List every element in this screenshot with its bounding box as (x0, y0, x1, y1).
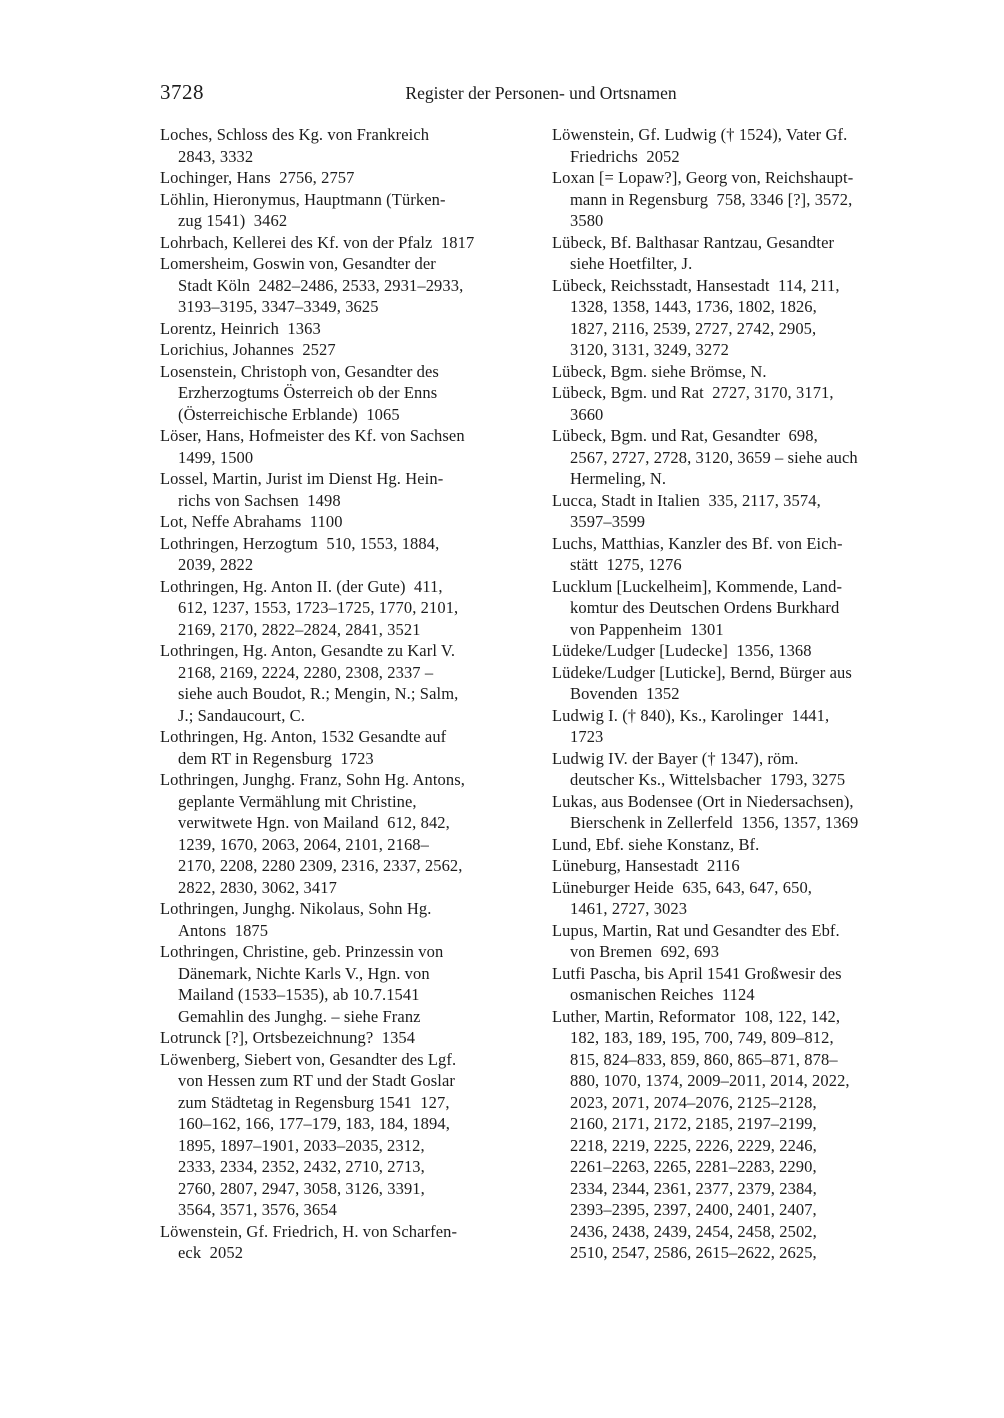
entry-line-continuation: 3564, 3571, 3576, 3654 (178, 1200, 337, 1219)
entry-line-first: Lupus, Martin, Rat und Gesandter des Ebf. (552, 920, 840, 940)
entry-line-continuation: 2160, 2171, 2172, 2185, 2197–2199, (570, 1114, 817, 1133)
entry-line-first: Lorichius, Johannes 2527 (160, 340, 336, 359)
index-entry (552, 855, 926, 877)
entry-line-continuation: 2170, 2208, 2280 2309, 2316, 2337, 2562, (178, 856, 463, 875)
index-entry (552, 124, 926, 167)
entry-line-first: Lomersheim, Goswin von, Gesandter der (160, 254, 436, 273)
entry-line-continuation: 1328, 1358, 1443, 1736, 1802, 1826, (570, 297, 817, 316)
index-entry (160, 425, 534, 468)
entry-line-continuation: Hermeling, N. (570, 469, 667, 488)
entry-line-continuation: 2567, 2727, 2728, 3120, 3659 – siehe auch (570, 447, 858, 467)
index-entry (160, 318, 534, 340)
index-entry (552, 877, 926, 920)
entry-line-continuation: Bierschenk in Zellerfeld 1356, 1357, 1369 (570, 813, 859, 832)
entry-line-continuation: Mailand (1533–1535), ab 10.7.1541 (178, 985, 420, 1004)
entry-line-continuation: J.; Sandaucourt, C. (178, 705, 306, 725)
entry-line-first: Ludwig IV. der Bayer († 1347), röm. (552, 748, 799, 768)
entry-line-continuation: 2023, 2071, 2074–2076, 2125–2128, (570, 1092, 817, 1112)
entry-line-first: Loxan [= Lopaw?], Georg von, Reichshaupt- (552, 168, 854, 187)
entry-line-continuation: 2333, 2334, 2352, 2432, 2710, 2713, (178, 1157, 425, 1176)
index-entry (160, 1027, 534, 1049)
index-entry (552, 425, 926, 490)
entry-line-continuation: 160–162, 166, 177–179, 183, 184, 1894, (178, 1114, 450, 1133)
index-entry (552, 576, 926, 641)
index-entry (160, 339, 534, 361)
index-entry (160, 361, 534, 426)
entry-line-continuation: von Hessen zum RT und der Stadt Goslar (178, 1071, 456, 1090)
index-entry (160, 468, 534, 511)
entry-line-continuation: dem RT in Regensburg 1723 (178, 748, 374, 768)
entry-line-first: Lübeck, Reichsstadt, Hansestadt 114, 211, (552, 275, 840, 295)
entry-line-continuation: 2843, 3332 (178, 146, 254, 166)
index-entry (552, 920, 926, 963)
entry-line-continuation: zug 1541) 3462 (178, 211, 288, 230)
entry-line-continuation: 815, 824–833, 859, 860, 865–871, 878– (570, 1049, 838, 1069)
entry-line-continuation: 1827, 2116, 2539, 2727, 2742, 2905, (570, 318, 817, 338)
index-columns (160, 124, 926, 1264)
entry-line-continuation: 2334, 2344, 2361, 2377, 2379, 2384, (570, 1178, 817, 1198)
index-entry (552, 490, 926, 533)
entry-line-continuation: eck 2052 (178, 1243, 244, 1262)
entry-line-first: Lochinger, Hans 2756, 2757 (160, 168, 355, 187)
index-entry (552, 361, 926, 383)
entry-line-first: Lothringen, Hg. Anton, 1532 Gesandte auf (160, 727, 447, 746)
index-entry (160, 511, 534, 533)
index-entry (160, 253, 534, 318)
entry-line-continuation: 880, 1070, 1374, 2009–2011, 2014, 2022, (570, 1071, 850, 1090)
index-entry (160, 167, 534, 189)
entry-line-continuation: 3120, 3131, 3249, 3272 (570, 340, 729, 359)
entry-line-continuation: 2039, 2822 (178, 555, 254, 574)
entry-line-first: Lohrbach, Kellerei des Kf. von der Pfalz 1817 (160, 232, 475, 252)
index-entry (160, 941, 534, 1027)
entry-line-continuation: 612, 1237, 1553, 1723–1725, 1770, 2101, (178, 598, 459, 617)
running-header-title: Register der Personen- und Ortsnamen (405, 83, 677, 103)
entry-line-continuation: 3660 (570, 404, 604, 424)
index-entry (552, 382, 926, 425)
entry-line-first: Lutfi Pascha, bis April 1541 Großwesir des (552, 963, 842, 983)
entry-line-continuation: von Pappenheim 1301 (570, 619, 724, 639)
index-entry (552, 533, 926, 576)
entry-line-continuation: 2218, 2219, 2225, 2226, 2229, 2246, (570, 1135, 817, 1155)
index-entry (552, 748, 926, 791)
entry-line-continuation: mann in Regensburg 758, 3346 [?], 3572, (570, 189, 853, 209)
entry-line-continuation: Dänemark, Nichte Karls V., Hgn. von (178, 963, 430, 983)
page-header (160, 80, 922, 108)
entry-line-continuation: 2436, 2438, 2439, 2454, 2458, 2502, (570, 1221, 817, 1241)
index-entry (552, 167, 926, 232)
entry-line-continuation: stätt 1275, 1276 (570, 555, 682, 574)
entry-line-first: Lucca, Stadt in Italien 335, 2117, 3574, (552, 490, 821, 510)
entry-line-continuation: Antons 1875 (178, 920, 269, 940)
entry-line-continuation: 1239, 1670, 2063, 2064, 2101, 2168– (178, 834, 429, 854)
index-entry (160, 533, 534, 576)
index-entry (160, 640, 534, 726)
index-entry (552, 275, 926, 361)
entry-line-continuation: 2169, 2170, 2822–2824, 2841, 3521 (178, 619, 421, 639)
entry-line-first: Löwenberg, Siebert von, Gesandter des Lgf. (160, 1049, 457, 1069)
entry-line-first: Lothringen, Hg. Anton, Gesandte zu Karl V. (160, 641, 456, 660)
right-column (552, 124, 926, 1264)
entry-line-continuation: 2393–2395, 2397, 2400, 2401, 2407, (570, 1200, 817, 1219)
entry-line-continuation: siehe auch Boudot, R.; Mengin, N.; Salm, (178, 684, 459, 703)
entry-line-continuation: 2510, 2547, 2586, 2615–2622, 2625, (570, 1243, 817, 1262)
entry-line-first: Lüdeke/Ludger [Ludecke] 1356, 1368 (552, 641, 812, 660)
entry-line-first: Lot, Neffe Abrahams 1100 (160, 512, 343, 531)
entry-line-continuation: 3580 (570, 211, 604, 230)
index-entry (160, 1221, 534, 1264)
index-entry (552, 232, 926, 275)
index-entry (160, 189, 534, 232)
entry-line-continuation: komtur des Deutschen Ordens Burkhard (570, 598, 840, 617)
entry-line-continuation: (Österreichische Erblande) 1065 (178, 404, 400, 424)
index-entry (160, 726, 534, 769)
entry-line-continuation: richs von Sachsen 1498 (178, 490, 341, 510)
index-entry (552, 963, 926, 1006)
entry-line-first: Luther, Martin, Reformator 108, 122, 142, (552, 1006, 841, 1026)
entry-line-continuation: 2168, 2169, 2224, 2280, 2308, 2337 – (178, 662, 434, 682)
entry-line-continuation: Gemahlin des Junghg. – siehe Franz (178, 1006, 421, 1026)
entry-line-first: Lübeck, Bgm. und Rat, Gesandter 698, (552, 426, 818, 445)
entry-line-first: Lübeck, Bf. Balthasar Rantzau, Gesandter (552, 232, 835, 252)
index-entry (160, 769, 534, 898)
entry-line-first: Lothringen, Junghg. Nikolaus, Sohn Hg. (160, 899, 432, 918)
entry-line-continuation: deutscher Ks., Wittelsbacher 1793, 3275 (570, 770, 846, 789)
entry-line-first: Löwenstein, Gf. Friedrich, H. von Scharfen- (160, 1221, 458, 1241)
index-entry (160, 232, 534, 254)
entry-line-continuation: 2261–2263, 2265, 2281–2283, 2290, (570, 1157, 817, 1176)
entry-line-continuation: osmanischen Reiches 1124 (570, 985, 755, 1004)
entry-line-first: Lucklum [Luckelheim], Kommende, Land- (552, 576, 843, 596)
entry-line-first: Lübeck, Bgm. siehe Brömse, N. (552, 361, 767, 381)
entry-line-continuation: Stadt Köln 2482–2486, 2533, 2931–2933, (178, 275, 464, 295)
index-entry (552, 791, 926, 834)
left-column (160, 124, 534, 1264)
entry-line-first: Loches, Schloss des Kg. von Frankreich (160, 125, 430, 144)
entry-line-first: Lorentz, Heinrich 1363 (160, 318, 321, 338)
index-entry (552, 1006, 926, 1264)
entry-line-continuation: Bovenden 1352 (570, 684, 680, 703)
page-number: 3728 (160, 80, 204, 104)
entry-line-continuation: 2760, 2807, 2947, 3058, 3126, 3391, (178, 1178, 425, 1198)
entry-line-first: Löwenstein, Gf. Ludwig († 1524), Vater Gf. (552, 125, 848, 144)
entry-line-first: Lossel, Martin, Jurist im Dienst Hg. Hein- (160, 469, 444, 488)
entry-line-continuation: geplante Vermählung mit Christine, (178, 791, 417, 811)
entry-line-first: Lothringen, Hg. Anton II. (der Gute) 411, (160, 576, 443, 596)
index-entry (552, 834, 926, 856)
entry-line-continuation: 2822, 2830, 3062, 3417 (178, 877, 337, 897)
entry-line-continuation: 1499, 1500 (178, 447, 254, 467)
index-entry (160, 124, 534, 167)
entry-line-first: Lüdeke/Ludger [Luticke], Bernd, Bürger aus (552, 662, 852, 682)
index-entry (160, 1049, 534, 1221)
entry-line-continuation: 1895, 1897–1901, 2033–2035, 2312, (178, 1135, 425, 1155)
index-entry (160, 898, 534, 941)
index-entry (552, 662, 926, 705)
entry-line-first: Lund, Ebf. siehe Konstanz, Bf. (552, 834, 760, 854)
index-entry (552, 640, 926, 662)
entry-line-first: Lothringen, Christine, geb. Prinzessin von (160, 942, 444, 961)
entry-line-first: Losenstein, Christoph von, Gesandter des (160, 361, 439, 381)
entry-line-first: Löser, Hans, Hofmeister des Kf. von Sachsen (160, 426, 465, 445)
entry-line-first: Löhlin, Hieronymus, Hauptmann (Türken- (160, 189, 446, 209)
entry-line-first: Lothringen, Herzogtum 510, 1553, 1884, (160, 533, 440, 553)
entry-line-continuation: Erzherzogtums Österreich ob der Enns (178, 383, 438, 402)
entry-line-first: Lüneburger Heide 635, 643, 647, 650, (552, 877, 813, 897)
entry-line-continuation: 1461, 2727, 3023 (570, 899, 688, 918)
index-entry (552, 705, 926, 748)
entry-line-continuation: 3193–3195, 3347–3349, 3625 (178, 297, 379, 316)
entry-line-first: Lüneburg, Hansestadt 2116 (552, 856, 740, 875)
entry-line-continuation: Friedrichs 2052 (570, 146, 680, 166)
entry-line-continuation: verwitwete Hgn. von Mailand 612, 842, (178, 813, 450, 832)
entry-line-continuation: von Bremen 692, 693 (570, 942, 720, 961)
entry-line-first: Lothringen, Junghg. Franz, Sohn Hg. Antons, (160, 770, 465, 789)
entry-line-continuation: zum Städtetag in Regensburg 1541 127, (178, 1092, 450, 1112)
index-entry (160, 576, 534, 641)
entry-line-first: Lotrunck [?], Ortsbezeichnung? 1354 (160, 1028, 416, 1047)
entry-line-continuation: 1723 (570, 727, 604, 746)
entry-line-first: Ludwig I. († 840), Ks., Karolinger 1441, (552, 705, 830, 725)
entry-line-first: Lukas, aus Bodensee (Ort in Niedersachsen), (552, 791, 854, 811)
entry-line-continuation: 182, 183, 189, 195, 700, 749, 809–812, (570, 1028, 834, 1047)
entry-line-first: Luchs, Matthias, Kanzler des Bf. von Eich- (552, 533, 843, 553)
entry-line-first: Lübeck, Bgm. und Rat 2727, 3170, 3171, (552, 383, 834, 402)
entry-line-continuation: 3597–3599 (570, 512, 646, 531)
entry-line-continuation: siehe Hoetfilter, J. (570, 254, 693, 273)
